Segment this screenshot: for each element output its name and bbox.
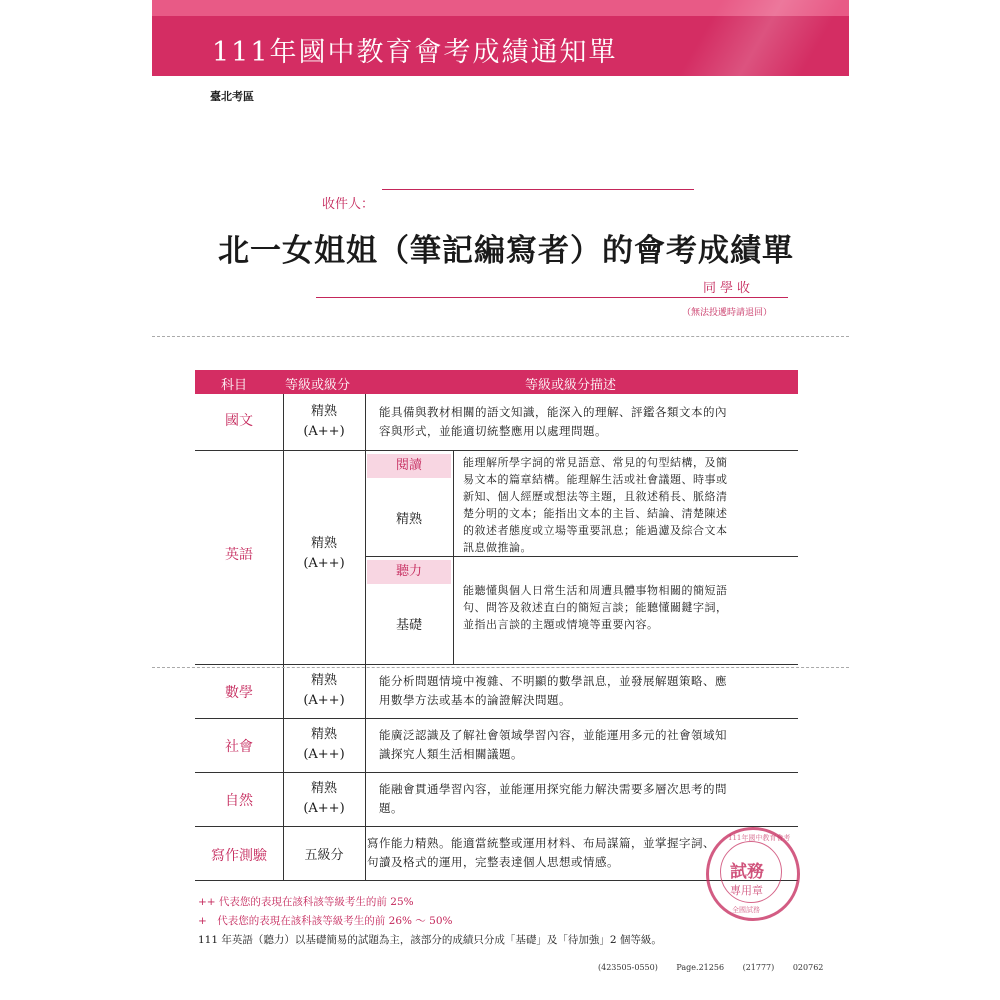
seal-arc-top: 111年國中教育會考 <box>728 834 791 842</box>
seal-arc-bottom: 全國試務 <box>732 906 760 914</box>
col-divider-2 <box>365 394 366 880</box>
english-listening-grade: 基礎 <box>395 618 422 633</box>
desc-line: 訊息做推論。 <box>463 541 532 554</box>
desc-science <box>379 780 727 818</box>
footnote-plusplus: ++ 代表您的表現在該科該等級考生的前 25% <box>198 896 414 908</box>
main-title: 北一女姐姐（筆記編寫者）的會考成績單 <box>218 233 794 269</box>
row-divider-english-sub <box>365 556 798 557</box>
recipient-label: 收件人： <box>322 197 375 212</box>
grade-level: 精熟 <box>310 727 337 742</box>
document-codes <box>598 963 839 972</box>
desc-line: 易文本的篇章結構。能理解生活或社會議題、時事或 <box>463 473 728 486</box>
desc-line: 能聽懂與個人日常生活和周遭具體事物相關的簡短語 <box>463 584 728 597</box>
desc-chinese <box>379 403 727 441</box>
desc-line: 並指出言談的主題或情境等重要內容。 <box>463 618 659 631</box>
grade-mark: (A++) <box>303 747 345 762</box>
row-divider-1 <box>195 450 798 451</box>
desc-line: 能融會貫通學習內容，並能運用探究能力解決需要多層次思考的問 <box>379 782 727 796</box>
score-table <box>195 370 798 880</box>
row-divider-2 <box>195 664 798 665</box>
desc-line: 的敘述者態度或立場等重要訊息；能過濾及綜合文本 <box>463 524 728 537</box>
desc-line: 題。 <box>379 801 403 815</box>
col-divider-english <box>453 450 454 664</box>
english-listening-label: 聽力 <box>367 560 451 584</box>
subject-english: 英語 <box>225 547 253 563</box>
desc-line: 能分析問題情境中複雜、不明顯的數學訊息，並發展解題策略、應 <box>379 674 727 688</box>
grade-science <box>285 779 363 819</box>
desc-english-reading <box>463 454 728 556</box>
code-page: Page.21256 <box>676 963 725 972</box>
row-divider-3 <box>195 718 798 719</box>
desc-english-listening <box>463 582 728 633</box>
student-receive-label: 同學收 <box>703 281 755 296</box>
english-reading-label: 閱讀 <box>367 454 451 478</box>
recipient-line <box>382 189 694 190</box>
banner-fold <box>649 0 849 76</box>
header-grade: 等級或級分 <box>285 378 351 393</box>
subject-science: 自然 <box>225 793 253 809</box>
row-divider-4 <box>195 772 798 773</box>
desc-line: 用數學方法或基本的論證解決問題。 <box>379 693 571 707</box>
official-seal <box>706 827 800 921</box>
subject-chinese: 國文 <box>225 413 253 429</box>
english-reading-grade: 精熟 <box>395 512 422 527</box>
grade-mark: (A++) <box>303 801 345 816</box>
grade-mark: (A++) <box>303 424 345 439</box>
seal-line2: 專用章 <box>730 884 763 897</box>
grade-chinese <box>285 402 363 442</box>
exam-district: 臺北考區 <box>210 90 254 103</box>
grade-level: 精熟 <box>310 781 337 796</box>
footnote-english-listening: 111 年英語（聽力）以基礎簡易的試題為主，該部分的成績只分成「基礎」及「待加強」2 個等級。 <box>198 934 662 946</box>
desc-line: 容與形式，並能適切統整應用以處理問題。 <box>379 424 607 438</box>
grade-mark: (A++) <box>303 693 345 708</box>
desc-line: 識探究人類生活相關議題。 <box>379 747 523 761</box>
grade-level: 精熟 <box>310 404 337 419</box>
code-1: (423505-0550) <box>598 963 658 972</box>
desc-line: 楚分明的文本；能指出文本的主旨、結論、清楚陳述 <box>463 507 728 520</box>
grade-level: 精熟 <box>310 536 337 551</box>
header-description: 等級或級分描述 <box>525 378 617 393</box>
desc-line: 句讀及格式的運用，完整表達個人思想或情感。 <box>367 855 619 869</box>
seal-line1: 試務 <box>730 862 764 882</box>
desc-line: 新知、個人經歷或想法等主題，且敘述稍長、脈絡清 <box>463 490 728 503</box>
desc-line: 寫作能力精熟。能適當統整或運用材料、布局謀篇，並掌握字詞、 <box>367 836 715 850</box>
table-header <box>195 370 798 394</box>
grade-mark: (A++) <box>303 556 345 571</box>
code-3: (21777) <box>742 963 775 972</box>
grade-level: 精熟 <box>310 673 337 688</box>
fold-line-bottom <box>152 667 849 668</box>
subject-math: 數學 <box>225 685 253 701</box>
desc-writing <box>367 834 715 872</box>
grade-english <box>285 534 363 574</box>
code-4: 020762 <box>792 963 824 972</box>
footnote-plus: + 代表您的表現在該科該等級考生的前 26% ～ 50% <box>198 915 453 927</box>
subject-writing: 寫作測驗 <box>211 848 267 864</box>
grade-writing: 五級分 <box>304 848 344 863</box>
address-line <box>316 297 788 298</box>
desc-line: 能廣泛認識及了解社會領域學習內容，並能運用多元的社會領域知 <box>379 728 727 742</box>
return-note: （無法投遞時請退回） <box>682 308 773 318</box>
header-subject: 科目 <box>221 378 248 393</box>
desc-line: 句、問答及敘述直白的簡短言談；能聽懂關鍵字詞， <box>463 601 728 614</box>
grade-social <box>285 725 363 765</box>
header-banner <box>152 0 849 76</box>
subject-social: 社會 <box>225 739 253 755</box>
desc-math <box>379 672 727 710</box>
footnotes <box>198 893 662 950</box>
desc-line: 能理解所學字詞的常見語意、常見的句型結構，及簡 <box>463 456 728 469</box>
page-title: 111年國中教育會考成績通知單 <box>212 37 618 68</box>
fold-line-top <box>152 336 849 337</box>
col-divider-1 <box>283 394 284 880</box>
desc-social <box>379 726 727 764</box>
grade-math <box>285 671 363 711</box>
desc-line: 能具備與教材相關的語文知識，能深入的理解、評鑑各類文本的內 <box>379 405 727 419</box>
